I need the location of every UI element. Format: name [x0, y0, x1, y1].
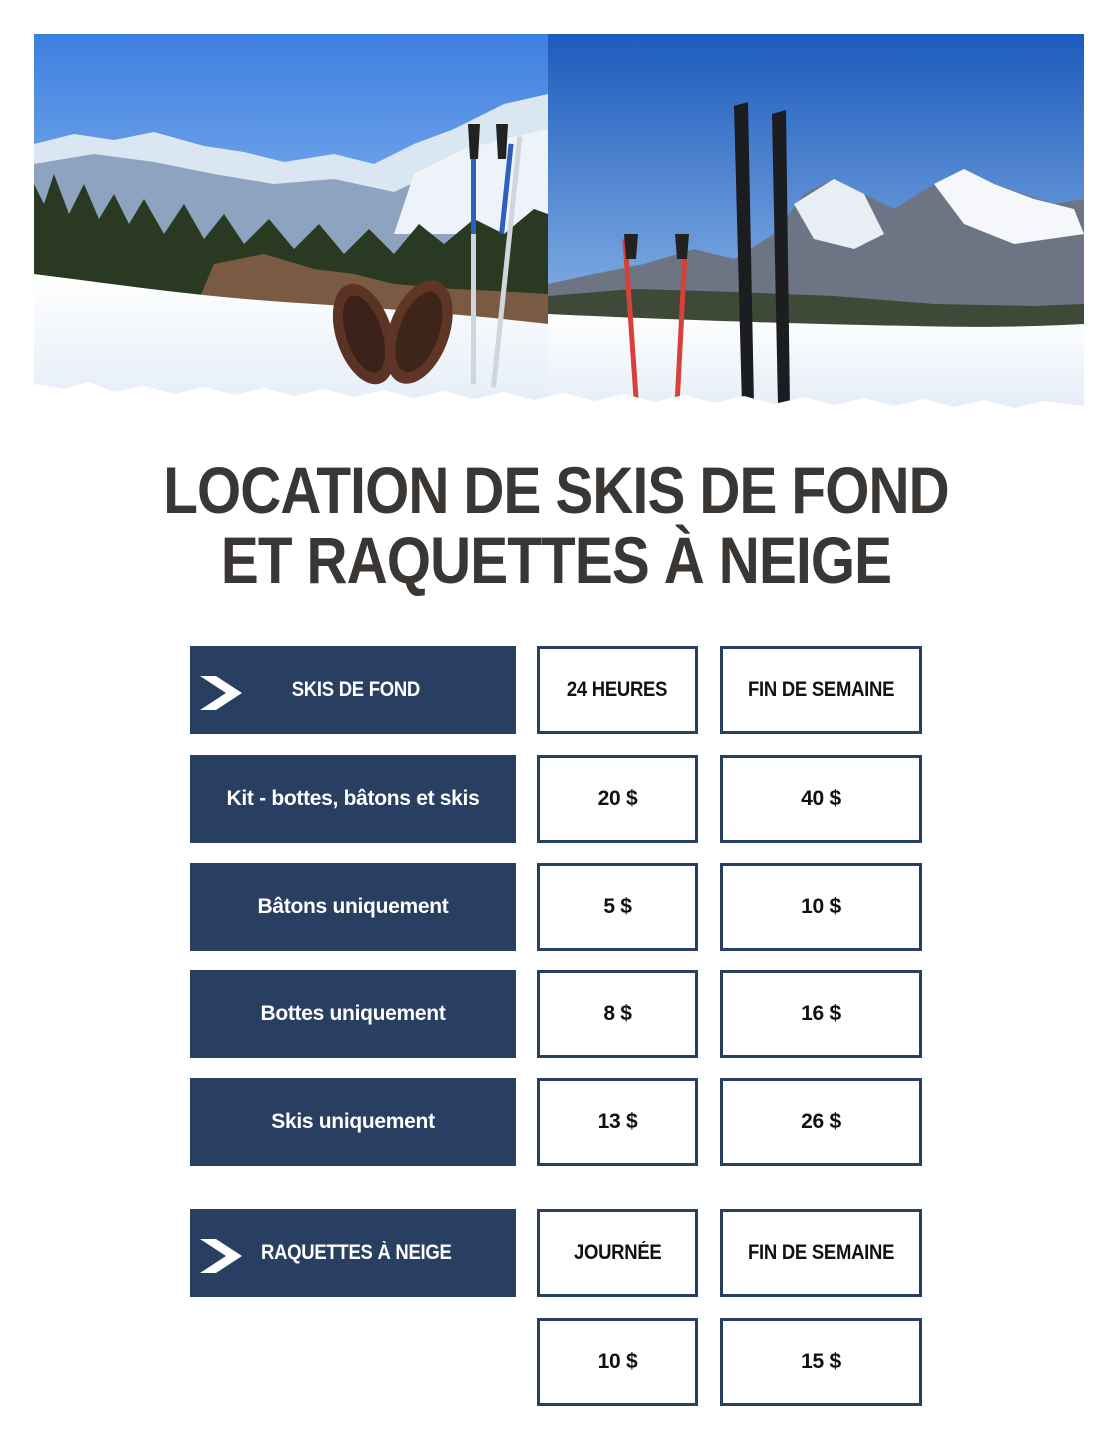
ski-row-kit-price-24h: 20 $	[537, 755, 698, 843]
snowshoe-col-day-header: JOURNÉE	[537, 1209, 698, 1297]
snowshoe-price-day: 10 $	[537, 1318, 698, 1406]
ski-section-title: SKIS DE FOND	[291, 678, 421, 701]
header-photos	[34, 34, 1084, 414]
header-photo-collage	[34, 34, 1084, 414]
ski-row-skis-price-24h: 13 $	[537, 1078, 698, 1166]
ski-row-skis-label: Skis uniquement	[190, 1078, 516, 1166]
ski-row-kit-price-weekend: 40 $	[720, 755, 922, 843]
ski-col-weekend-header: FIN DE SEMAINE	[720, 646, 922, 734]
ski-row-poles-price-24h: 5 $	[537, 863, 698, 951]
chevron-right-icon	[200, 676, 242, 710]
page-title	[0, 455, 1112, 595]
title-line-2: ET RAQUETTES À NEIGE	[220, 523, 892, 597]
ski-row-poles-price-weekend: 10 $	[720, 863, 922, 951]
cross-country-skis-photo	[548, 34, 1084, 414]
ski-row-boots-label: Bottes uniquement	[190, 970, 516, 1058]
ski-col-24h-header: 24 HEURES	[537, 646, 698, 734]
snowshoe-section-title: RAQUETTES À NEIGE	[260, 1241, 452, 1264]
ski-row-skis-price-weekend: 26 $	[720, 1078, 922, 1166]
snowshoe-price-weekend: 15 $	[720, 1318, 922, 1406]
ski-row-poles-label: Bâtons uniquement	[190, 863, 516, 951]
title-line-1: LOCATION DE SKIS DE FOND	[163, 453, 949, 527]
snowshoe-col-weekend-header: FIN DE SEMAINE	[720, 1209, 922, 1297]
snowshoes-and-poles-photo	[34, 34, 548, 414]
ski-row-kit-label: Kit - bottes, bâtons et skis	[190, 755, 516, 843]
ski-section-header	[190, 646, 516, 734]
ski-row-boots-price-24h: 8 $	[537, 970, 698, 1058]
snowshoe-section-header	[190, 1209, 516, 1297]
chevron-right-icon	[200, 1239, 242, 1273]
ski-row-boots-price-weekend: 16 $	[720, 970, 922, 1058]
